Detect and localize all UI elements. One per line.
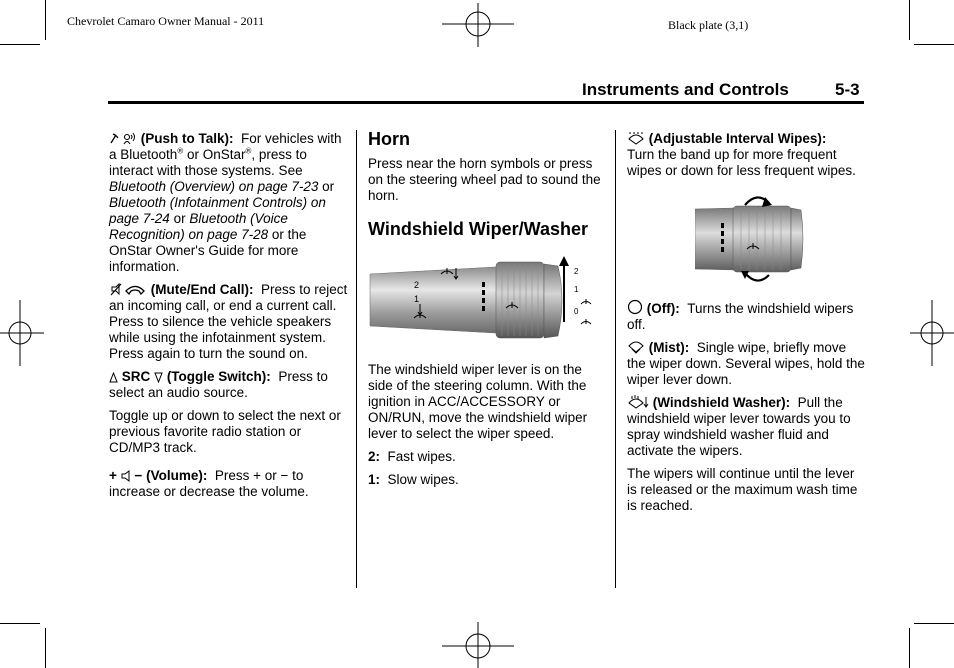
fast-key: 2: [368,449,381,464]
crop-mark-bl-v [45,628,46,668]
src-label: SRC [121,369,151,384]
lever-mark-2: 2 [414,280,420,290]
mute-end-call-icon [109,283,147,296]
mute-end-entry [109,282,349,362]
crop-mark-tr-v [909,0,910,40]
middle-column [368,128,608,495]
bluetooth-overview-link[interactable]: Bluetooth (Overview) on page 7-23 [109,179,319,194]
push-to-talk-text-6: or the OnStar Owner's Guide for more information. [109,227,307,274]
push-to-talk-entry [109,131,349,275]
left-column [109,131,349,507]
toggle-entry [109,369,349,401]
wiper-lever-illustration [368,252,600,352]
push-to-talk-text-1: For vehicles with a Bluetooth [109,131,342,162]
interval-wiper-icon [627,131,645,145]
adjustable-label: (Adjustable Interval Wipes): [648,131,827,146]
column-divider-1 [356,130,357,588]
horn-heading: Horn [368,129,410,149]
off-label: (Off): [646,301,680,316]
crop-mark-tr-h [914,44,954,45]
fast-text: Fast wipes. [387,449,456,464]
registered-mark: ® [177,146,184,156]
phone-voice-icon [109,132,137,145]
slow-text: Slow wipes. [387,472,459,487]
toggle-text: Press to select an audio source. [109,369,328,400]
header-rule [108,101,864,104]
lever-mark-1: 1 [414,294,420,304]
adjustable-text: Turn the band up for more frequent wipes or down for less frequent wipes. [627,147,856,178]
crop-mark-tl-h [0,44,40,45]
up-triangle-icon [109,372,118,383]
right-mark-0: 0 [574,307,579,316]
wiper-text: The windshield wiper lever is on the side of the steering column. With the ignition in ACC/ACCESSORY or ON/RUN, move the windshield wiper lever to select the wiper speed. [368,362,588,441]
continue-text: The wipers will continue until the lever is released or the maximum wash time is reached. [627,466,858,513]
horn-text: Press near the horn symbols or press on the steering wheel pad to sound the horn. [368,156,601,203]
plate-label: Black plate (3,1) [668,18,749,32]
crop-mark-bl-h [0,623,40,624]
washer-text: Pull the windshield wiper lever towards you to spray windshield washer fluid and activate the wipers. [627,395,851,458]
washer-icon [627,395,649,409]
mute-end-label: (Mute/End Call): [150,282,254,297]
registered-mark: ® [245,146,252,156]
right-mark-2: 2 [574,267,579,276]
crop-mark-tl-v [45,0,46,40]
registration-mark-right [910,300,954,366]
off-text: Turns the windshield wipers off. [627,301,854,332]
toggle-paragraph: Toggle up or down to select the next or previous favorite radio station or CD/MP3 track. [109,408,341,455]
volume-plus: + [109,468,117,483]
bluetooth-voice-link[interactable]: Bluetooth (Voice Recognition) on page 7-28 [109,211,288,242]
push-to-talk-text-4: or [318,179,335,194]
manual-title: Chevrolet Camaro Owner Manual - 2011 [67,14,265,28]
push-to-talk-text-5: or [169,211,190,226]
off-entry [627,299,867,333]
adjustable-entry [627,131,867,179]
slow-wipes-entry [368,472,608,488]
column-divider-2 [615,130,616,588]
bluetooth-infotainment-link[interactable]: Bluetooth (Infotainment Controls) on page 7-24 [109,195,326,226]
crop-mark-br-v [909,628,910,668]
fast-wipes-entry [368,449,608,465]
right-mark-1: 1 [574,285,579,294]
push-to-talk-text-2: or OnStar [183,147,246,162]
registration-mark-top [442,3,514,47]
push-to-talk-text-3: , press to interact with those systems. See [109,147,307,178]
volume-text: Press + or − to increase or decrease the volume. [109,468,309,499]
mist-entry [627,340,867,388]
slow-key: 1: [368,472,381,487]
section-title: Instruments and Controls [582,80,789,99]
down-triangle-icon [154,372,163,383]
washer-label: (Windshield Washer): [652,395,791,410]
right-column [627,131,867,521]
registration-mark-bottom [442,622,514,668]
volume-minus: − [134,468,143,483]
registration-mark-left [0,300,44,366]
mist-text: Single wipe, briefly move the wiper down. Several wipes, hold the wiper lever down. [627,340,865,387]
crop-mark-br-h [914,623,954,624]
off-circle-icon [627,299,643,315]
speaker-icon [121,470,131,482]
volume-entry [109,468,349,500]
mist-icon [627,340,645,354]
volume-label: (Volume): [146,468,208,483]
wiper-heading: Windshield Wiper/Washer [368,219,589,239]
interval-band-illustration [695,193,807,285]
toggle-label: (Toggle Switch): [166,369,271,384]
page-number: 5-3 [835,80,860,99]
mute-end-text: Press to reject an incoming call, or end a current call. Press to silence the vehicle speakers while using the infotainment system. Press again to turn the sound on. [109,282,348,361]
push-to-talk-label: (Push to Talk): [140,131,234,146]
mist-label: (Mist): [648,340,690,355]
washer-entry [627,395,867,459]
